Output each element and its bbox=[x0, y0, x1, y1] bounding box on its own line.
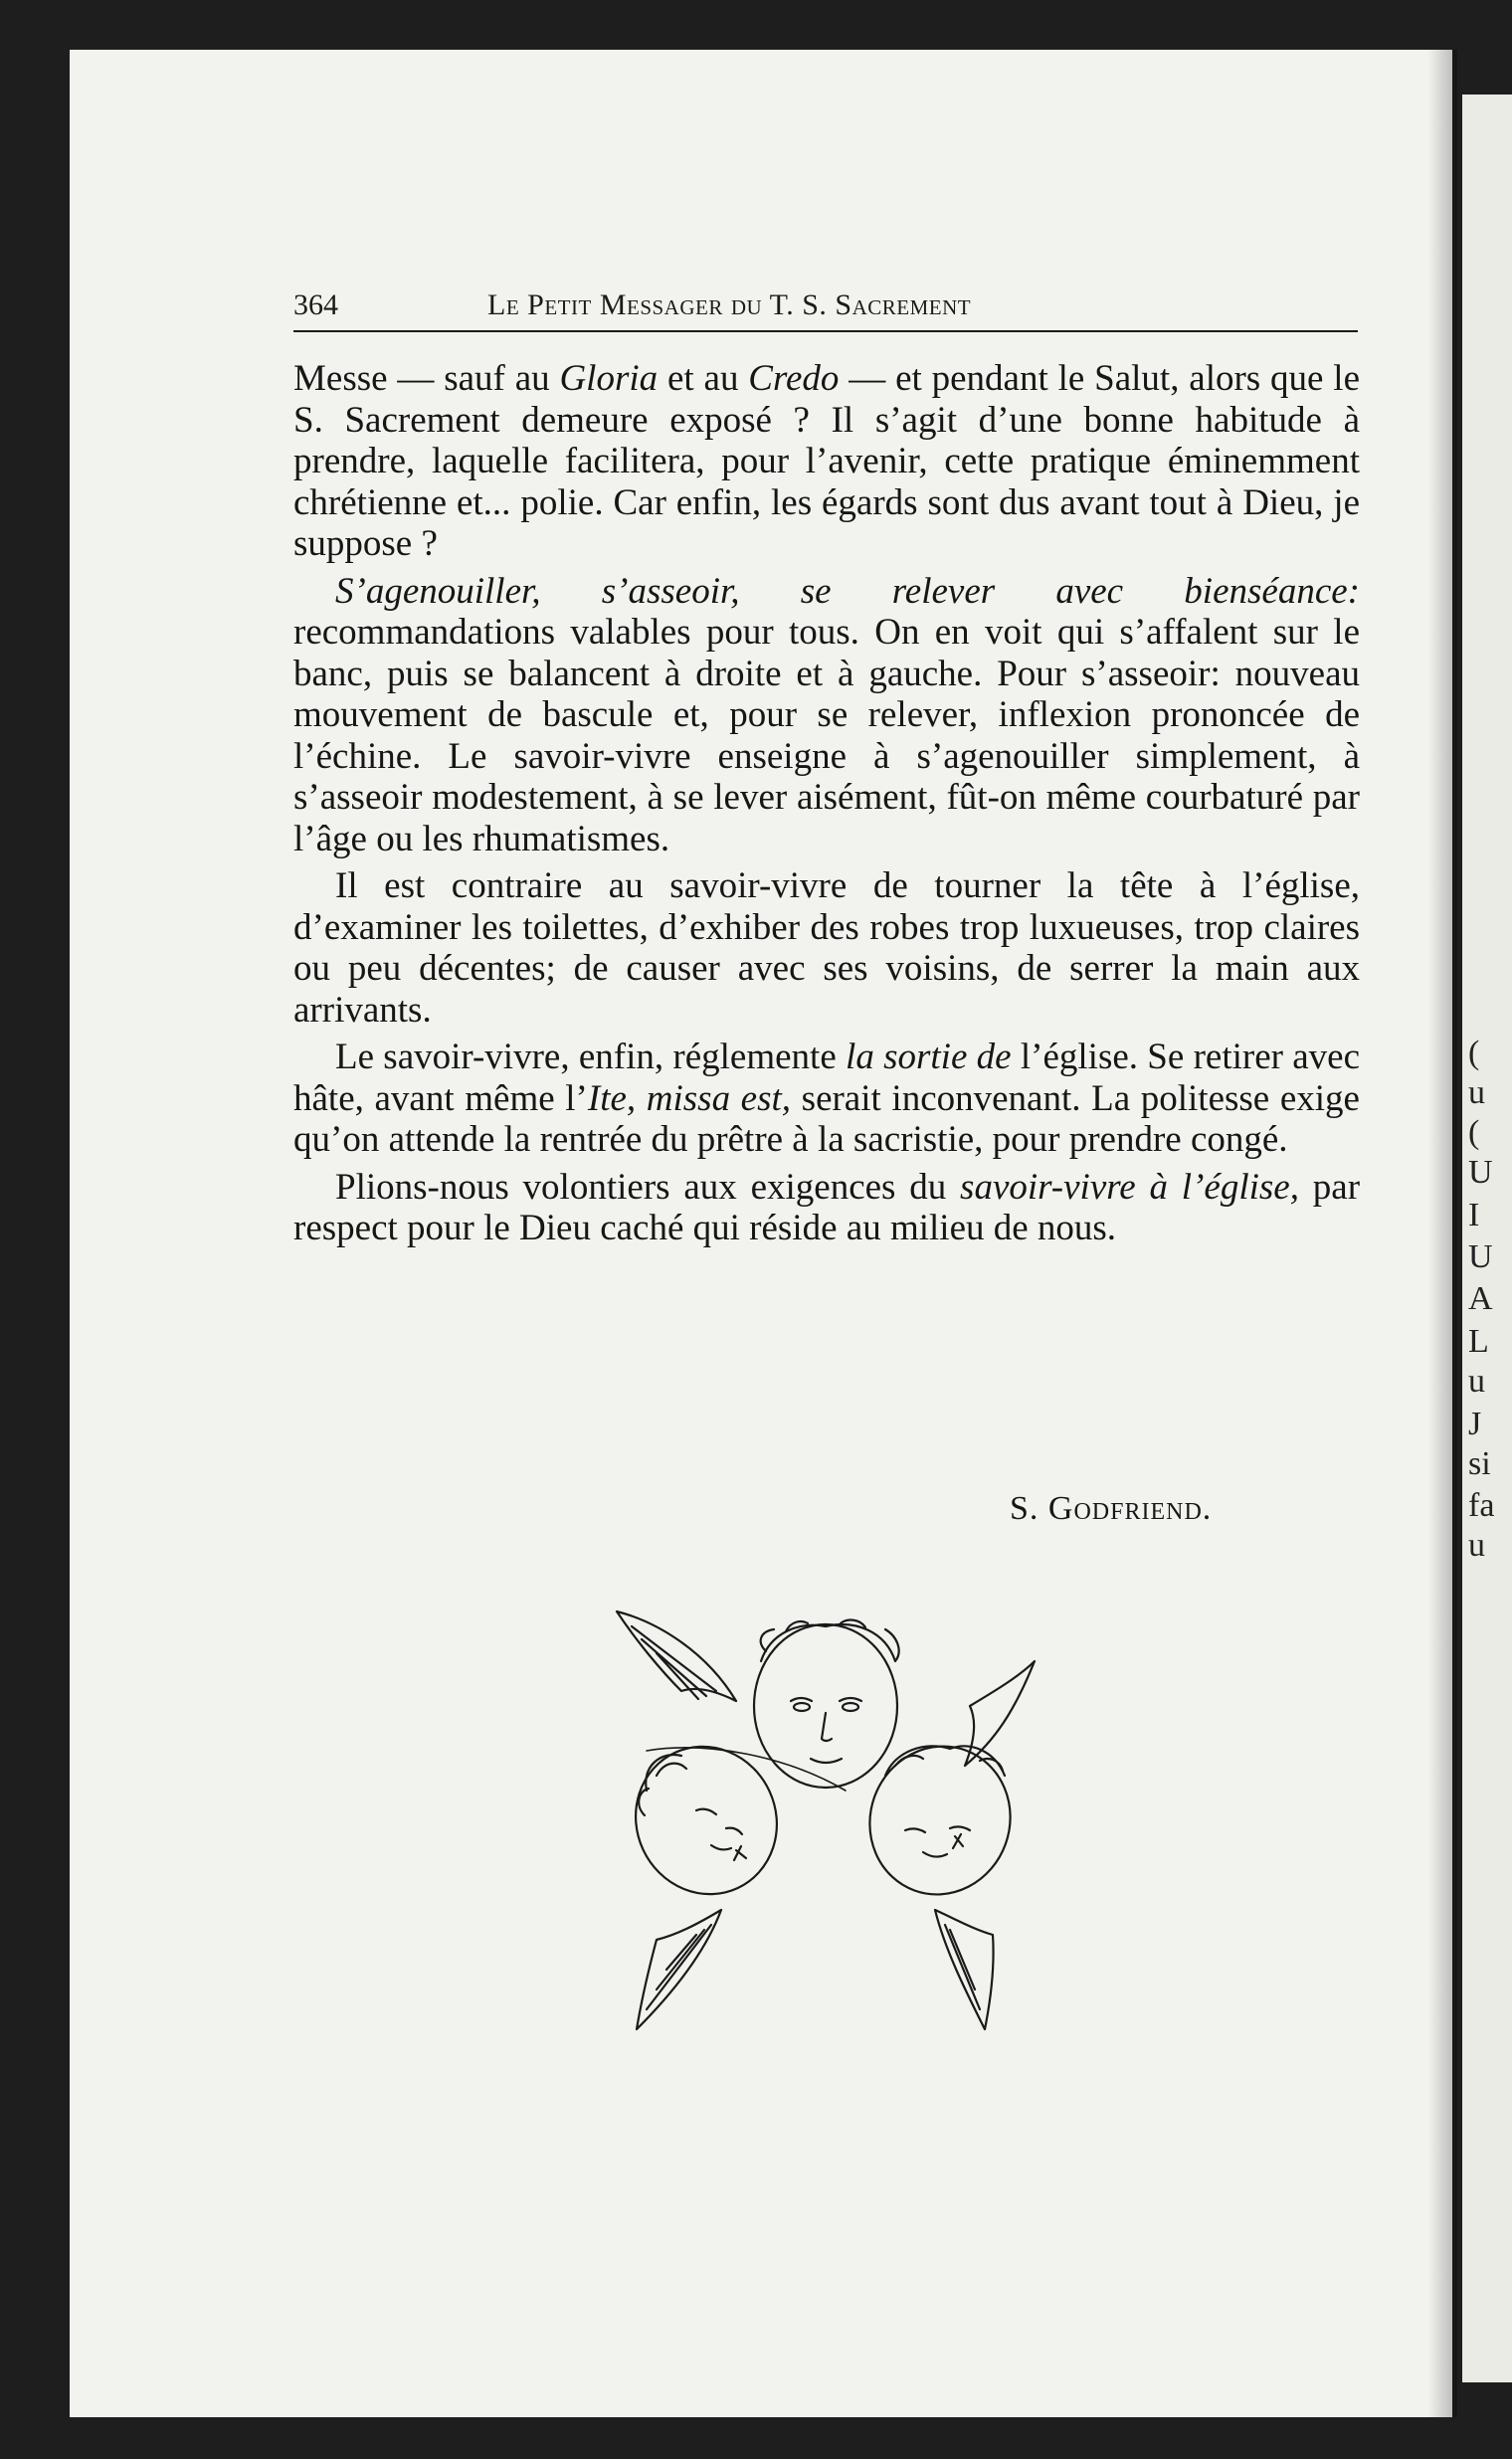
paragraph-2 bbox=[293, 571, 1360, 860]
adjacent-page-fragment: J bbox=[1468, 1406, 1482, 1442]
author-signature: S. Godfriend. bbox=[1010, 1490, 1213, 1527]
italic-run: savoir-vivre à l’église, bbox=[960, 1166, 1299, 1208]
text-run: — et pendant le Salut, alors que le S. Sacrement demeure exposé ? Il s’agit d’une bonne habitude à prendre, laquelle facilitera, pour l’avenir, cette pratique éminemment chrétienne et... polie. Car enfin, les égards sont dus avant tout à Dieu, je suppose ? bbox=[293, 358, 1360, 564]
italic-run: Ite, missa est, bbox=[587, 1077, 792, 1119]
text-run: et au bbox=[658, 358, 749, 399]
adjacent-page-fragment: L bbox=[1468, 1323, 1489, 1360]
paragraph-3 bbox=[293, 865, 1360, 1031]
adjacent-page-fragment: A bbox=[1468, 1280, 1493, 1317]
text-run: Plions-nous volontiers aux exigences du bbox=[335, 1166, 961, 1208]
text-run: serait inconvenant. La politesse exige qu’on attende la rentrée du prêtre à la sacristie, pour prendre congé. bbox=[293, 1077, 1360, 1160]
running-head: Le Petit Messager du T. S. Sacrement bbox=[487, 288, 972, 321]
text-run: Messe — sauf au bbox=[293, 358, 560, 399]
italic-run: S’agenouiller, s’asseoir, se relever avec bienséance: bbox=[335, 570, 1360, 612]
adjacent-page-fragment: u bbox=[1468, 1527, 1485, 1564]
adjacent-page-edge bbox=[1462, 95, 1512, 2382]
adjacent-page-fragment: I bbox=[1468, 1197, 1480, 1233]
italic-run: Gloria bbox=[559, 358, 659, 399]
page-number: 364 bbox=[293, 288, 338, 321]
adjacent-page-fragment: ( bbox=[1468, 1114, 1480, 1151]
text-run: l’église. Se retirer avec hâte, avant même l’ bbox=[293, 1037, 1360, 1119]
italic-run: la sortie de bbox=[846, 1037, 1012, 1077]
gutter-shadow bbox=[1427, 50, 1457, 2417]
header-rule bbox=[293, 330, 1358, 332]
adjacent-page-fragment: ( bbox=[1468, 1035, 1480, 1071]
adjacent-page-fragment: u bbox=[1468, 1363, 1485, 1400]
three-cherubs-icon bbox=[587, 1592, 1064, 2049]
text-run: recommandations valables pour tous. On en voit qui s’affalent sur le banc, puis se balancent à droite et à gauche. Pour s’asseoir: nouveau mouvement de bascule et, pour se relever, inflexion prononcée de l’échine. Le savoir-vivre enseigne à s’agenouiller simplement, à s’asseoir modestement, à se lever aisément, fût-on même courbaturé par l’âge ou les rhumatismes. bbox=[293, 612, 1360, 859]
paragraph-1 bbox=[293, 358, 1360, 565]
adjacent-page-fragment: si bbox=[1468, 1445, 1491, 1482]
adjacent-page-fragment: u bbox=[1468, 1074, 1485, 1111]
page-header bbox=[293, 288, 1358, 334]
italic-run: Credo bbox=[748, 358, 840, 399]
article-body bbox=[293, 358, 1360, 1249]
adjacent-page-fragment: U bbox=[1468, 1154, 1493, 1191]
adjacent-page-fragment: U bbox=[1468, 1238, 1493, 1275]
paragraph-5 bbox=[293, 1167, 1360, 1249]
text-run: Il est contraire au savoir-vivre de tourner la tête à l’église, d’examiner les toilettes, d’exhiber des robes trop luxueuses, trop claires ou peu décentes; de causer avec ses voisins, de serrer la main aux arrivants. bbox=[293, 865, 1360, 1031]
text-run: par respect pour le Dieu caché qui réside au milieu de nous. bbox=[293, 1166, 1361, 1248]
adjacent-page-fragment: fa bbox=[1468, 1487, 1495, 1524]
text-run: Le savoir-vivre, enfin, réglemente bbox=[335, 1037, 847, 1077]
paragraph-4 bbox=[293, 1037, 1360, 1161]
